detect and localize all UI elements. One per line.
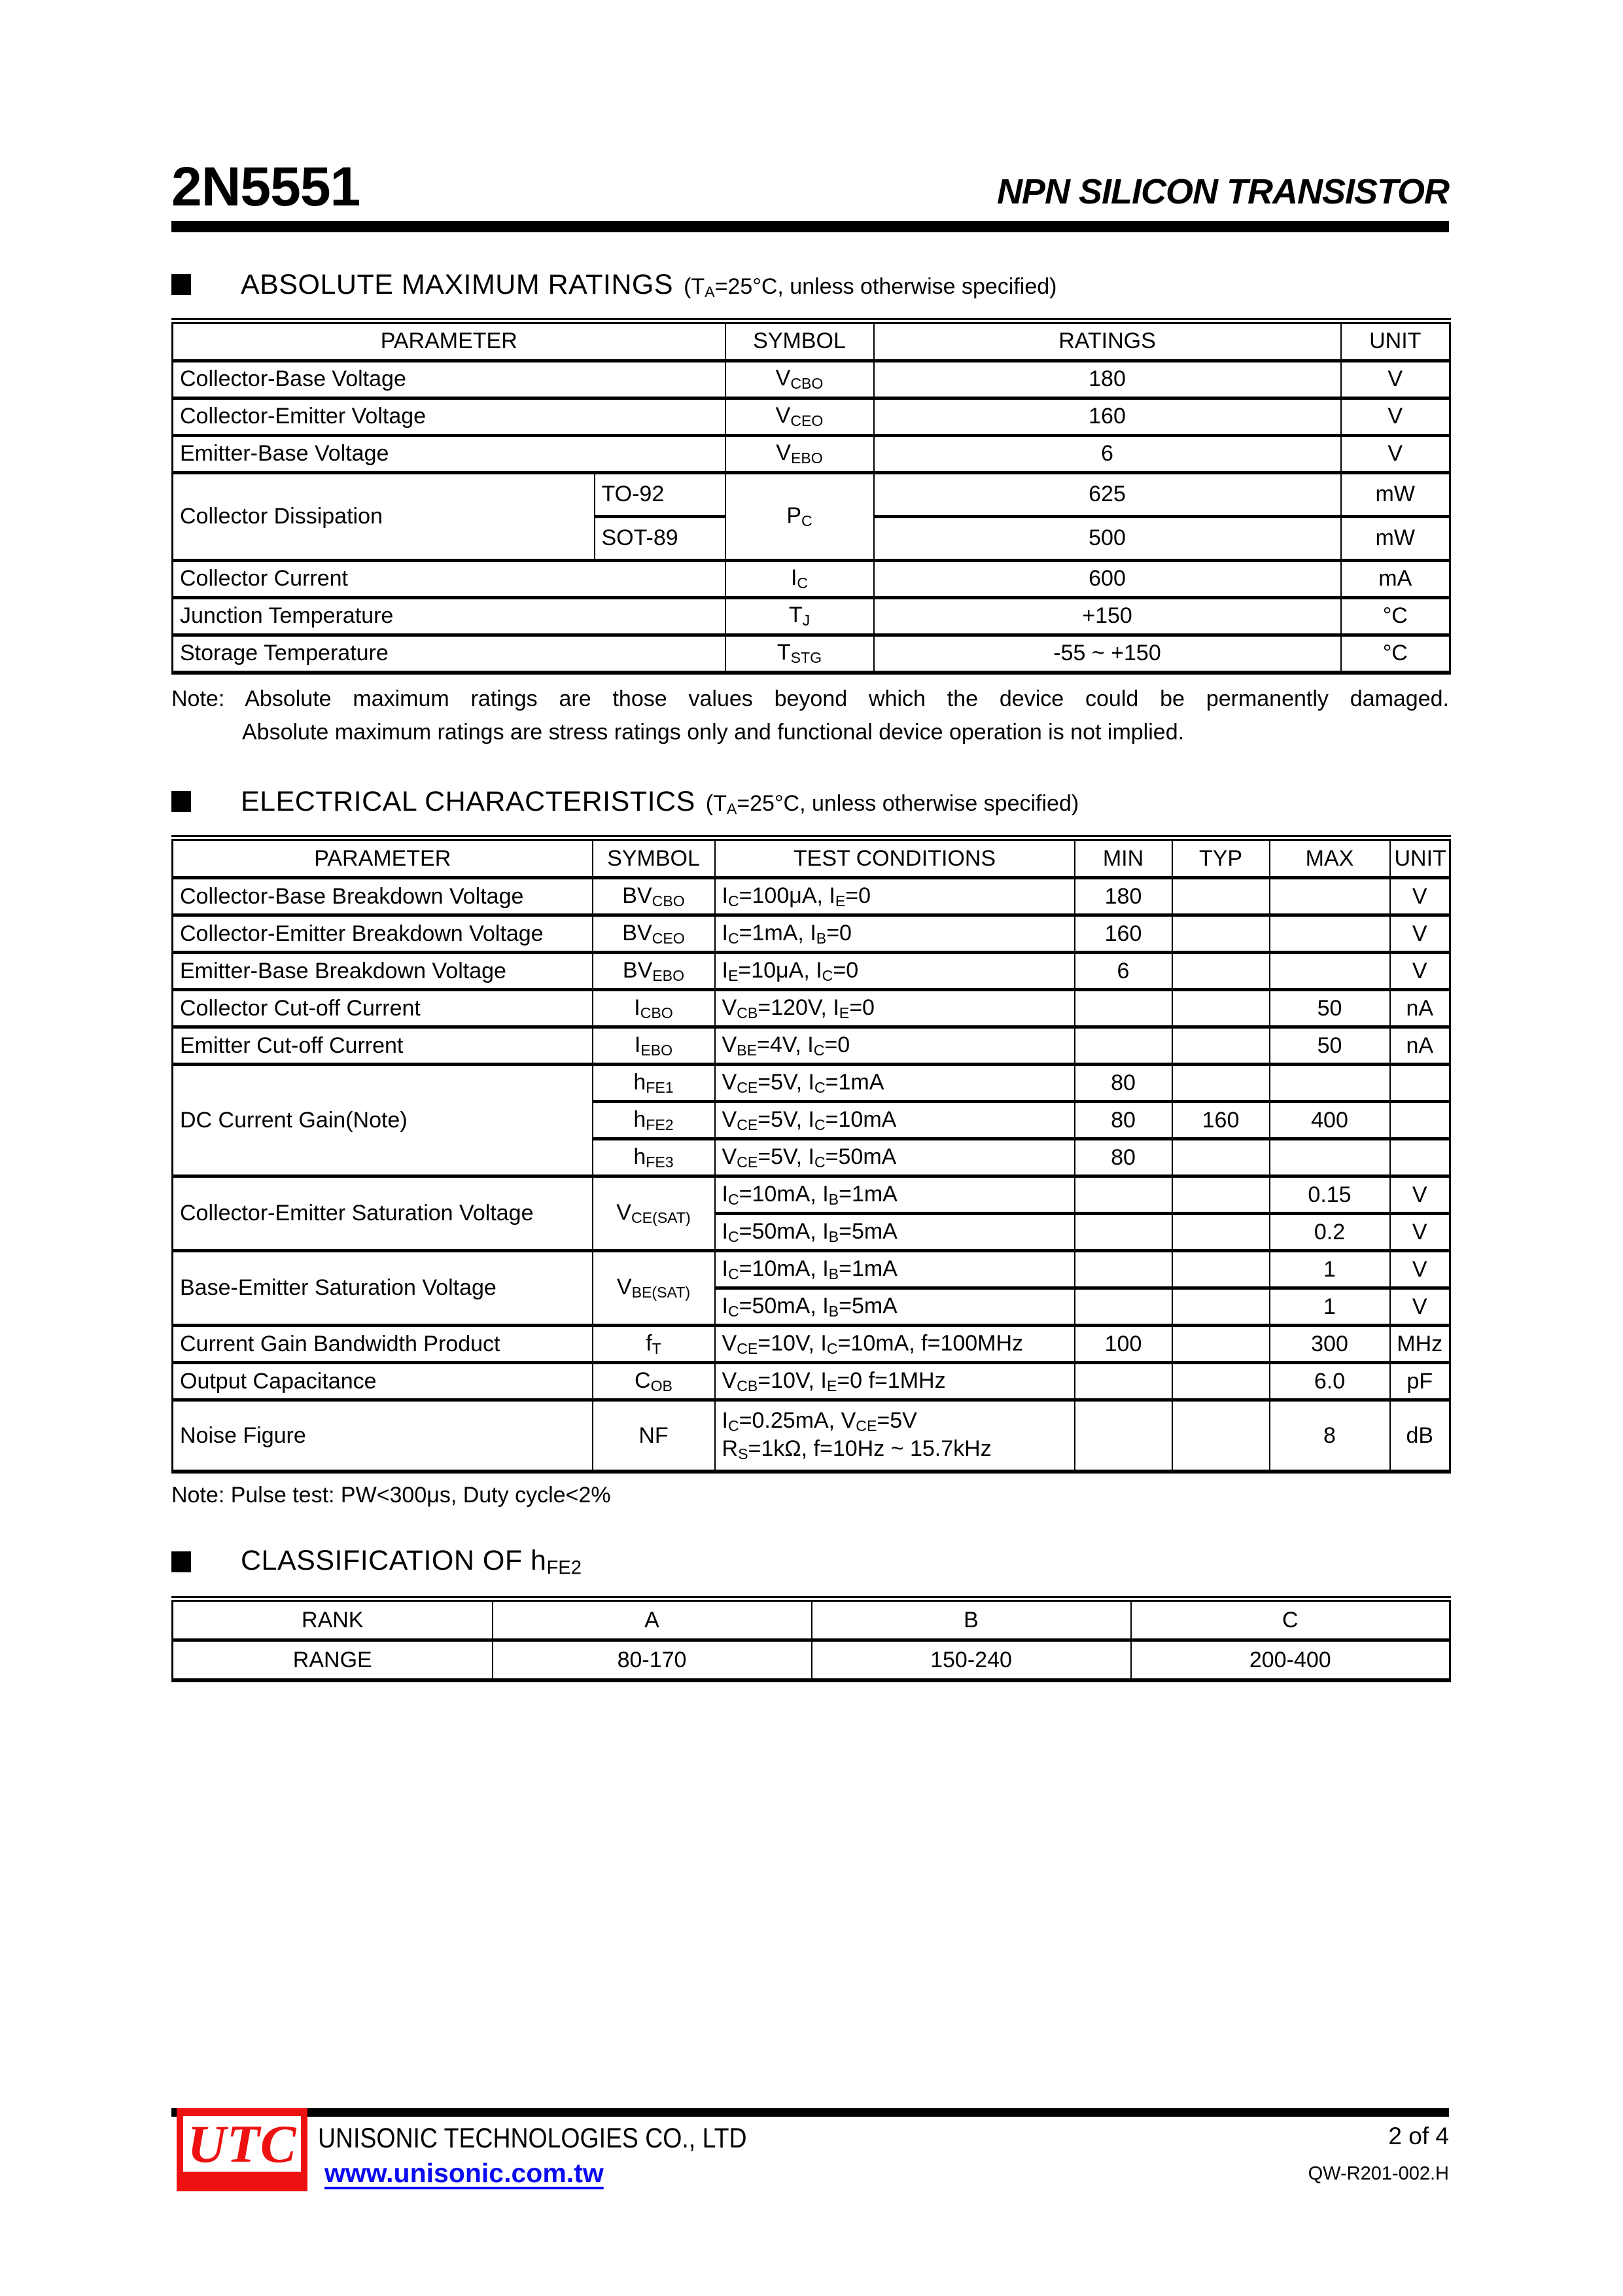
cell-range-label: RANGE xyxy=(173,1640,493,1681)
cell-unit: V xyxy=(1390,1288,1450,1325)
table-row xyxy=(173,1325,1450,1362)
cell-typ xyxy=(1172,1213,1270,1250)
cell-min xyxy=(1075,1027,1172,1064)
cell-unit: V xyxy=(1341,361,1450,398)
cell-parameter: Collector Cut-off Current xyxy=(173,989,593,1027)
cell-typ xyxy=(1172,1362,1270,1400)
cell-conditions: $V_{CB}=10V$, $I_E=0$ f=1MHz xyxy=(715,1362,1075,1400)
cell-symbol: $f_T$ xyxy=(593,1325,715,1362)
cell-unit: mA xyxy=(1341,560,1450,597)
cell-symbol: $h_{FE3}$ xyxy=(593,1139,715,1176)
cell-parameter: Collector Current xyxy=(173,560,725,597)
utc-logo-inner xyxy=(183,2113,301,2174)
doc-number: QW-R201-002.H xyxy=(1308,2163,1449,2184)
section-title: CLASSIFICATION OF $h_{FE2}$ xyxy=(241,1544,582,1579)
cell-unit xyxy=(1390,1064,1450,1101)
cell-conditions: $I_C=10mA$, $I_B=1mA$ xyxy=(715,1250,1075,1288)
cell-range: 150-240 xyxy=(812,1640,1131,1681)
cell-max: 50 xyxy=(1270,989,1390,1027)
cell-min: 160 xyxy=(1075,915,1172,952)
cell-max: 400 xyxy=(1270,1101,1390,1139)
section-condition: ($T_A=25^\circ C$, unless otherwise specified) xyxy=(705,790,1079,817)
cell-conditions: $V_{CE}=5V$, $I_C=1mA$ xyxy=(715,1064,1075,1101)
cell-parameter: Collector-Emitter Saturation Voltage xyxy=(173,1176,593,1250)
website-link[interactable]: www.unisonic.com.tw xyxy=(324,2158,604,2188)
cell-min xyxy=(1075,1176,1172,1213)
cell-unit: mW xyxy=(1341,472,1450,516)
section-bullet-icon xyxy=(171,274,191,295)
cell-max xyxy=(1270,915,1390,952)
cell-unit: pF xyxy=(1390,1362,1450,1400)
cell-parameter: Collector-Base Voltage xyxy=(173,361,725,398)
cell-conditions: $I_C=50mA$, $I_B=5mA$ xyxy=(715,1288,1075,1325)
cell-max xyxy=(1270,1064,1390,1101)
cell-symbol: $I_C$ xyxy=(725,560,874,597)
cell-min: 80 xyxy=(1075,1139,1172,1176)
cell-max: 6.0 xyxy=(1270,1362,1390,1400)
cell-conditions: $I_C=50mA$, $I_B=5mA$ xyxy=(715,1213,1075,1250)
cell-typ xyxy=(1172,1027,1270,1064)
table-row xyxy=(173,472,1450,516)
cell-max: 50 xyxy=(1270,1027,1390,1064)
cell-symbol: $h_{FE2}$ xyxy=(593,1101,715,1139)
cell-parameter: Storage Temperature xyxy=(173,635,725,673)
cell-unit: V xyxy=(1341,398,1450,435)
cell-symbol: $T_J$ xyxy=(725,597,874,635)
cell-symbol: NF xyxy=(593,1400,715,1472)
cell-parameter: Collector-Base Breakdown Voltage xyxy=(173,877,593,915)
col-header-parameter: PARAMETER xyxy=(173,321,725,361)
cell-max: 1 xyxy=(1270,1250,1390,1288)
section-title: ELECTRICAL CHARACTERISTICS xyxy=(241,785,695,817)
condition-line: $I_C=0.25mA$, $V_{CE}=5V$ xyxy=(722,1408,917,1435)
table-row xyxy=(173,1250,1450,1288)
col-header-typ: TYP xyxy=(1172,838,1270,877)
cell-conditions: $I_C=100\mu A$, $I_E=0$ xyxy=(715,877,1075,915)
cell-min: 80 xyxy=(1075,1064,1172,1101)
utc-logo-text: UTC xyxy=(187,2113,297,2174)
cell-symbol: $BV_{CEO}$ xyxy=(593,915,715,952)
cell-conditions xyxy=(715,1400,1075,1472)
col-header-symbol: SYMBOL xyxy=(725,321,874,361)
cell-rating: 180 xyxy=(874,361,1341,398)
cell-parameter: Collector-Emitter Voltage xyxy=(173,398,725,435)
page-header xyxy=(171,0,1449,217)
cell-symbol: $h_{FE1}$ xyxy=(593,1064,715,1101)
cell-conditions: $V_{CE}=10V$, $I_C=10mA$, f=100MHz xyxy=(715,1325,1075,1362)
cell-min: 80 xyxy=(1075,1101,1172,1139)
note-line: Absolute maximum ratings are stress ratings only and functional device operation is not implied. xyxy=(242,719,1185,745)
cell-typ xyxy=(1172,1288,1270,1325)
cell-typ xyxy=(1172,915,1270,952)
cell-rating: 500 xyxy=(874,516,1341,560)
section-condition: ($T_A=25^\circ C$, unless otherwise specified) xyxy=(684,274,1057,300)
cell-symbol: $V_{CEO}$ xyxy=(725,398,874,435)
header-rule xyxy=(171,221,1449,232)
cell-unit: V xyxy=(1390,1176,1450,1213)
cell-parameter: Emitter-Base Breakdown Voltage xyxy=(173,952,593,989)
cell-rating: 625 xyxy=(874,472,1341,516)
cell-conditions: $V_{CE}=5V$, $I_C=50mA$ xyxy=(715,1139,1075,1176)
table-row xyxy=(173,635,1450,673)
cell-parameter: Noise Figure xyxy=(173,1400,593,1472)
table-row xyxy=(173,361,1450,398)
cell-symbol: $V_{EBO}$ xyxy=(725,435,874,472)
page-number: 2 of 4 xyxy=(1388,2123,1449,2149)
table-row xyxy=(173,398,1450,435)
cell-conditions: $V_{CB}=120V$, $I_E=0$ xyxy=(715,989,1075,1027)
cell-max: 0.15 xyxy=(1270,1176,1390,1213)
cell-rating: -55 ~ +150 xyxy=(874,635,1341,673)
section-bullet-icon xyxy=(171,1551,191,1572)
cell-parameter: Collector-Emitter Breakdown Voltage xyxy=(173,915,593,952)
cell-rating: 600 xyxy=(874,560,1341,597)
cell-parameter: Output Capacitance xyxy=(173,1362,593,1400)
table-row xyxy=(173,1064,1450,1101)
cell-parameter: Emitter Cut-off Current xyxy=(173,1027,593,1064)
cell-typ xyxy=(1172,952,1270,989)
cell-min xyxy=(1075,1213,1172,1250)
cell-unit: V xyxy=(1390,915,1450,952)
table-header-row xyxy=(173,321,1450,361)
cell-max xyxy=(1270,877,1390,915)
cell-unit: V xyxy=(1390,1250,1450,1288)
page-content xyxy=(171,0,1449,1682)
cell-range: 200-400 xyxy=(1131,1640,1450,1681)
section-abs-max-heading xyxy=(171,269,1449,301)
device-type-title: NPN SILICON TRANSISTOR xyxy=(996,171,1449,211)
cell-conditions: $V_{CE}=5V$, $I_C=10mA$ xyxy=(715,1101,1075,1139)
cell-rating: 6 xyxy=(874,435,1341,472)
cell-symbol: $T_{STG}$ xyxy=(725,635,874,673)
col-header-ratings: RATINGS xyxy=(874,321,1341,361)
electrical-characteristics-table xyxy=(171,835,1451,1474)
cell-parameter: Base-Emitter Saturation Voltage xyxy=(173,1250,593,1325)
cell-parameter: Collector Dissipation xyxy=(173,472,595,560)
col-header-min: MIN xyxy=(1075,838,1172,877)
cell-rank: B xyxy=(812,1599,1131,1640)
cell-typ xyxy=(1172,877,1270,915)
col-header-symbol: SYMBOL xyxy=(593,838,715,877)
cell-symbol: $V_{CBO}$ xyxy=(725,361,874,398)
cell-max: 0.2 xyxy=(1270,1213,1390,1250)
cell-unit: dB xyxy=(1390,1400,1450,1472)
cell-min xyxy=(1075,989,1172,1027)
cell-typ xyxy=(1172,1139,1270,1176)
cell-range: 80-170 xyxy=(493,1640,812,1681)
cell-min xyxy=(1075,1400,1172,1472)
cell-package: TO-92 xyxy=(595,472,725,516)
cell-parameter: Junction Temperature xyxy=(173,597,725,635)
table-row xyxy=(173,435,1450,472)
pulse-test-note: Note: Pulse test: PW<300μs, Duty cycle<2% xyxy=(171,1482,611,1508)
cell-rank-label: RANK xyxy=(173,1599,493,1640)
utc-logo xyxy=(177,2108,307,2191)
col-header-unit: UNIT xyxy=(1341,321,1450,361)
table-row xyxy=(173,1599,1450,1640)
cell-typ xyxy=(1172,1176,1270,1213)
section-title: ABSOLUTE MAXIMUM RATINGS xyxy=(241,268,674,300)
cell-rank: A xyxy=(493,1599,812,1640)
cell-min xyxy=(1075,1362,1172,1400)
cell-max xyxy=(1270,1139,1390,1176)
cell-symbol: $C_{OB}$ xyxy=(593,1362,715,1400)
abs-max-note xyxy=(171,682,1449,749)
cell-min xyxy=(1075,1250,1172,1288)
cell-max: 300 xyxy=(1270,1325,1390,1362)
cell-max: 8 xyxy=(1270,1400,1390,1472)
cell-typ xyxy=(1172,1250,1270,1288)
col-header-max: MAX xyxy=(1270,838,1390,877)
table-row xyxy=(173,1640,1450,1681)
cell-rank: C xyxy=(1131,1599,1450,1640)
cell-symbol: $V_{CE(SAT)}$ xyxy=(593,1176,715,1250)
col-header-unit: UNIT xyxy=(1390,838,1450,877)
part-number: 2N5551 xyxy=(171,156,360,217)
cell-conditions: $I_C=10mA$, $I_B=1mA$ xyxy=(715,1176,1075,1213)
cell-typ xyxy=(1172,1064,1270,1101)
cell-max xyxy=(1270,952,1390,989)
cell-unit: nA xyxy=(1390,989,1450,1027)
col-header-conditions: TEST CONDITIONS xyxy=(715,838,1075,877)
cell-symbol: $I_{EBO}$ xyxy=(593,1027,715,1064)
cell-min xyxy=(1075,1288,1172,1325)
cell-min: 6 xyxy=(1075,952,1172,989)
table-row xyxy=(173,1027,1450,1064)
condition-line: $R_S=1k\Omega$, f=10Hz ~ 15.7kHz xyxy=(722,1436,992,1463)
cell-parameter: DC Current Gain(Note) xyxy=(173,1064,593,1176)
table-row xyxy=(173,877,1450,915)
cell-rating: +150 xyxy=(874,597,1341,635)
cell-unit: V xyxy=(1341,435,1450,472)
cell-unit: V xyxy=(1390,1213,1450,1250)
table-row xyxy=(173,597,1450,635)
cell-unit: nA xyxy=(1390,1027,1450,1064)
col-header-parameter: PARAMETER xyxy=(173,838,593,877)
cell-package: SOT-89 xyxy=(595,516,725,560)
table-row xyxy=(173,915,1450,952)
cell-parameter: Current Gain Bandwidth Product xyxy=(173,1325,593,1362)
cell-symbol: $BV_{CBO}$ xyxy=(593,877,715,915)
cell-unit: °C xyxy=(1341,597,1450,635)
note-line: Note: Absolute maximum ratings are those values beyond which the device could be permanently damaged. xyxy=(171,686,1449,711)
cell-unit xyxy=(1390,1101,1450,1139)
cell-min: 100 xyxy=(1075,1325,1172,1362)
cell-unit: V xyxy=(1390,952,1450,989)
cell-parameter: Emitter-Base Voltage xyxy=(173,435,725,472)
abs-max-ratings-table xyxy=(171,318,1451,675)
cell-symbol: $P_C$ xyxy=(725,472,874,560)
cell-symbol: $V_{BE(SAT)}$ xyxy=(593,1250,715,1325)
cell-min: 180 xyxy=(1075,877,1172,915)
table-row xyxy=(173,560,1450,597)
hfe-classification-table xyxy=(171,1596,1451,1682)
section-bullet-icon xyxy=(171,791,191,812)
cell-unit: V xyxy=(1390,877,1450,915)
cell-symbol: $I_{CBO}$ xyxy=(593,989,715,1027)
table-row xyxy=(173,989,1450,1027)
section-classification-heading xyxy=(171,1545,1449,1579)
cell-unit: °C xyxy=(1341,635,1450,673)
cell-unit xyxy=(1390,1139,1450,1176)
cell-rating: 160 xyxy=(874,398,1341,435)
cell-unit: MHz xyxy=(1390,1325,1450,1362)
cell-typ xyxy=(1172,989,1270,1027)
table-row xyxy=(173,952,1450,989)
cell-unit: mW xyxy=(1341,516,1450,560)
cell-typ xyxy=(1172,1325,1270,1362)
company-name: UNISONIC TECHNOLOGIES CO., LTD xyxy=(318,2123,747,2154)
cell-typ: 160 xyxy=(1172,1101,1270,1139)
table-header-row xyxy=(173,838,1450,877)
table-row xyxy=(173,1176,1450,1213)
cell-conditions: $V_{BE}=4V$, $I_C=0$ xyxy=(715,1027,1075,1064)
cell-symbol: $BV_{EBO}$ xyxy=(593,952,715,989)
table-row xyxy=(173,1400,1450,1472)
section-elec-char-heading xyxy=(171,786,1449,818)
cell-max: 1 xyxy=(1270,1288,1390,1325)
page-footer xyxy=(171,2108,1449,2226)
table-row xyxy=(173,1362,1450,1400)
cell-typ xyxy=(1172,1400,1270,1472)
cell-conditions: $I_C=1mA$, $I_B=0$ xyxy=(715,915,1075,952)
cell-conditions: $I_E=10\mu A$, $I_C=0$ xyxy=(715,952,1075,989)
footer-rule xyxy=(171,2108,1449,2117)
